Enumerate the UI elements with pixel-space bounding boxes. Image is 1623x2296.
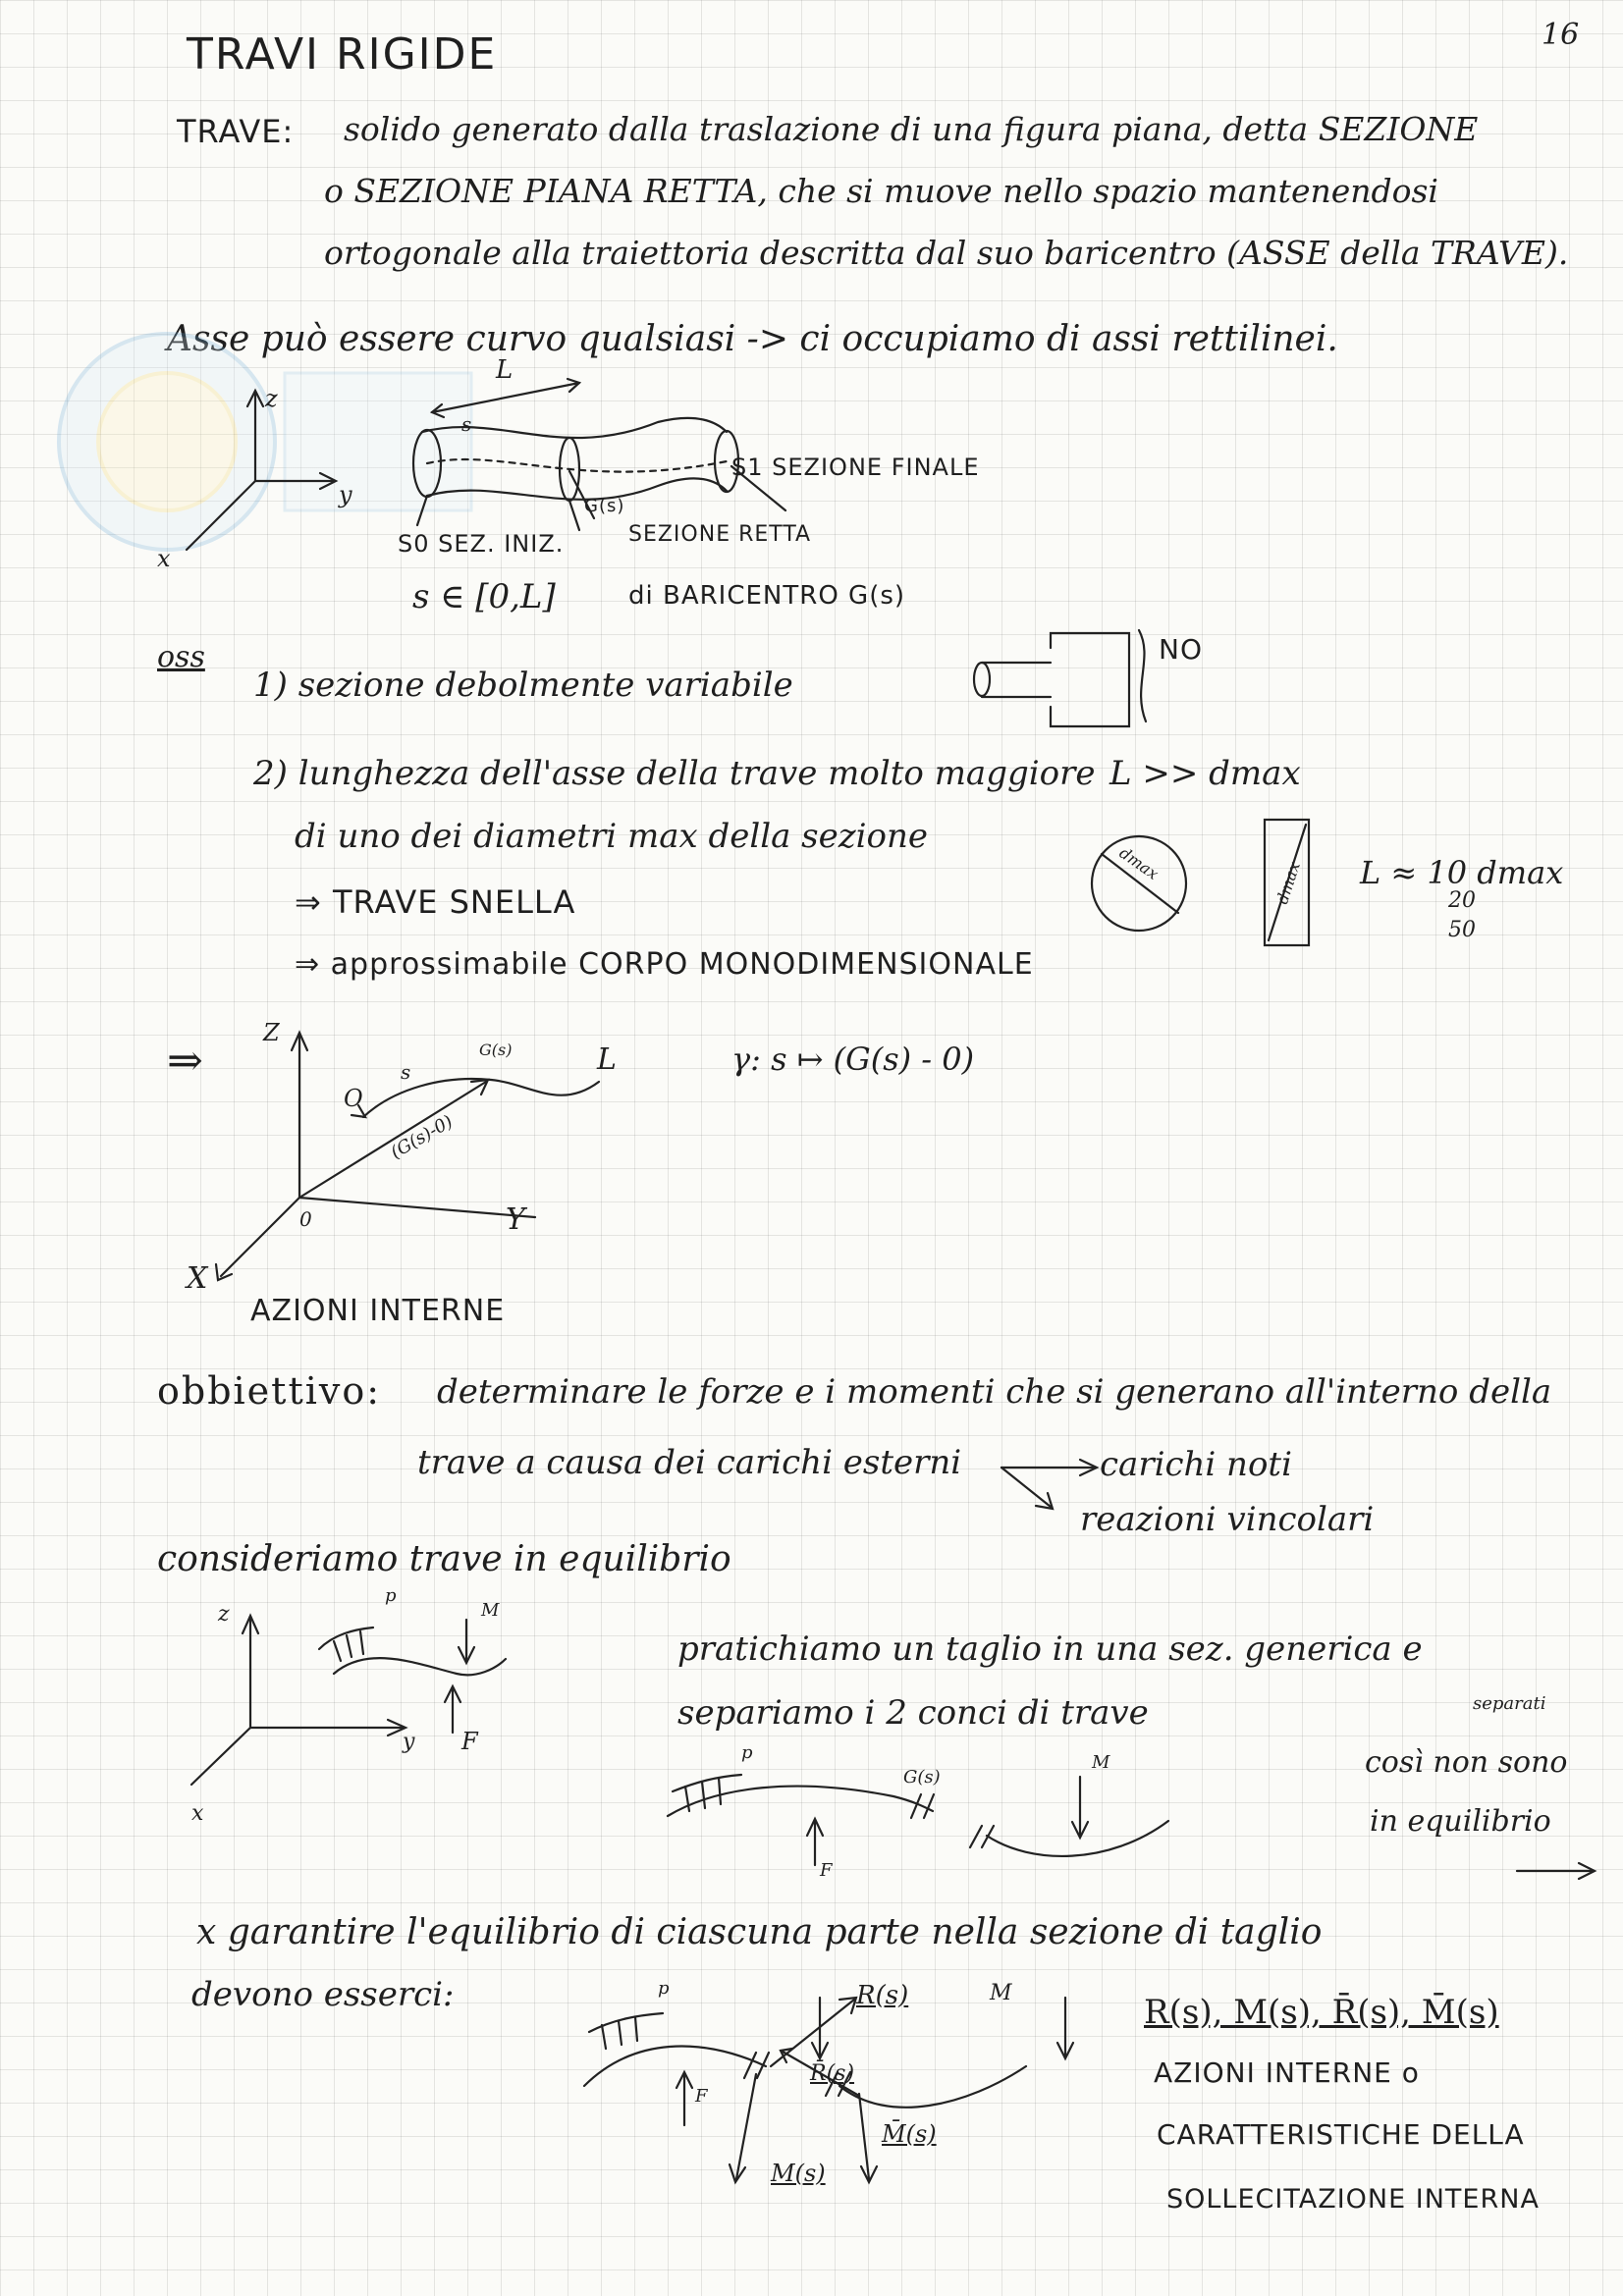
obiettivo-line-2: trave a causa dei carichi esterni <box>417 1443 962 1482</box>
fig1-z-label: z <box>265 385 278 412</box>
fig5-mbar-label: M̄(s) <box>882 2120 937 2148</box>
fig1-L-label: L <box>496 355 514 385</box>
page-number: 16 <box>1542 18 1580 52</box>
arrow-right <box>1512 1853 1610 1893</box>
fig4-gs-label: G(s) <box>903 1767 941 1788</box>
taglio-equilibrio: in equilibrio <box>1370 1804 1551 1839</box>
oss-approssimabile: ⇒ approssimabile CORPO MONODIMENSIONALE <box>295 947 1034 982</box>
internal-actions-figure <box>574 1978 1085 2204</box>
fig1-s0-label: S0 SEZ. INIZ. <box>398 530 565 558</box>
fig5-rbar-label: R̄(s) <box>810 2061 855 2086</box>
fig3-x-label: x <box>191 1801 204 1826</box>
fig1-y-label: y <box>339 481 352 508</box>
dmax-circle-label: dmax <box>1115 843 1163 883</box>
fig5-m-label: M <box>990 1981 1012 2005</box>
result-line-1: R(s), M(s), R̄(s), M̄(s) <box>1144 1993 1499 2032</box>
definition-line-2: o SEZIONE PIANA RETTA, che si muove nello spazio mantenendosi <box>324 172 1438 210</box>
taglio-cosi: così non sono <box>1365 1745 1568 1780</box>
fig5-r-label: R(s) <box>856 1981 909 2010</box>
curve-axes-figure <box>196 1021 638 1296</box>
carichi-noti: carichi noti <box>1100 1445 1292 1484</box>
fig1-s-label: s <box>461 412 472 436</box>
fig2-z-label: Z <box>263 1019 280 1046</box>
fig1-x-label: x <box>157 545 171 572</box>
consideriamo: consideriamo trave in equilibrio <box>157 1539 731 1579</box>
azioni-interne-title: AZIONI INTERNE <box>250 1294 506 1328</box>
fig4-f-label: F <box>820 1860 833 1881</box>
fig2-gs-label: G(s) <box>479 1041 513 1059</box>
fig4-p-label: p <box>741 1742 753 1763</box>
fig2-L-label: L <box>597 1042 617 1077</box>
definition-line-1: solido generato dalla traslazione di una figura piana, detta SEZIONE <box>344 110 1479 148</box>
fig1-gs-label: G(s) <box>584 496 625 516</box>
obiettivo-line-1: determinare le forze e i momenti che si generano all'interno della <box>437 1372 1552 1412</box>
fig1-s1-label: S1 SEZIONE FINALE <box>731 454 980 481</box>
oss-label: oss <box>157 640 205 674</box>
oss-20: 20 <box>1448 888 1476 913</box>
reazioni-vincolari: reazioni vincolari <box>1080 1500 1375 1539</box>
fig3-y-label: y <box>403 1730 415 1754</box>
equilibrium-figure <box>182 1600 496 1826</box>
fig2-y-label: Y <box>506 1202 525 1237</box>
result-line-2: AZIONI INTERNE o <box>1154 2056 1420 2089</box>
fig3-f-label: F <box>461 1728 478 1755</box>
fig4-m-label: M <box>1092 1752 1110 1773</box>
fig3-z-label: z <box>218 1602 230 1627</box>
dmax-rect-label: dmax <box>1272 859 1304 907</box>
taglio-line-1: pratichiamo un taglio in una sez. generica e <box>677 1629 1423 1669</box>
garantire-line-2: devono esserci: <box>191 1975 455 2014</box>
fig2-o-label: O <box>344 1085 363 1112</box>
oss-50: 50 <box>1448 918 1476 942</box>
oss-trave-snella: ⇒ TRAVE SNELLA <box>295 883 576 921</box>
fig2-map: γ: s ↦ (G(s) - 0) <box>731 1041 975 1078</box>
fig2-vec-label: (G(s)-0) <box>387 1111 457 1163</box>
fig2-arrow: ⇒ <box>167 1036 203 1086</box>
fig2-zero-label: 0 <box>299 1207 312 1231</box>
oss-no: NO <box>1159 633 1203 666</box>
obiettivo-label: obbiettivo: <box>157 1369 382 1413</box>
fig3-m-label: M <box>481 1600 500 1621</box>
fig2-x-label: X <box>187 1261 208 1296</box>
definition-line-3: ortogonale alla traiettoria descritta dal suo baricentro (ASSE della TRAVE). <box>324 234 1569 272</box>
definition-term: TRAVE: <box>177 113 295 150</box>
oss-item-2a: 2) lunghezza dell'asse della trave molto maggiore <box>253 754 1096 793</box>
page-title: TRAVI RIGIDE <box>187 29 498 80</box>
result-line-3: CARATTERISTICHE DELLA <box>1157 2118 1525 2151</box>
fig1-sezione-retta-label: SEZIONE RETTA <box>628 522 812 547</box>
garantire-line-1: x garantire l'equilibrio di ciascuna parte nella sezione di taglio <box>196 1912 1323 1952</box>
taglio-line-2: separiamo i 2 conci di trave <box>677 1693 1149 1733</box>
fig5-p-label: p <box>658 1978 670 1999</box>
fig1-s-range: s ∈ [0,L] <box>412 577 556 616</box>
fig5-ms-label: M(s) <box>771 2160 826 2187</box>
fig2-s-label: s <box>401 1060 411 1084</box>
variable-section-figure <box>957 628 1173 736</box>
axis-note: Asse può essere curvo qualsiasi -> ci occupiamo di assi rettilinei. <box>167 319 1338 359</box>
oss-l-approx: L ≈ 10 dmax <box>1360 854 1564 891</box>
fig1-baricentro: di BARICENTRO G(s) <box>628 581 906 611</box>
fig3-p-label: p <box>385 1585 397 1606</box>
fig5-f-label: F <box>695 2086 708 2107</box>
oss-item-2b: di uno dei diametri max della sezione <box>295 817 929 856</box>
taglio-separati: separati <box>1473 1693 1546 1714</box>
oss-item-1: 1) sezione debolmente variabile <box>253 666 793 705</box>
oss-l-dmax: L >> dmax <box>1109 754 1301 793</box>
result-line-4: SOLLECITAZIONE INTERNA <box>1166 2184 1540 2215</box>
